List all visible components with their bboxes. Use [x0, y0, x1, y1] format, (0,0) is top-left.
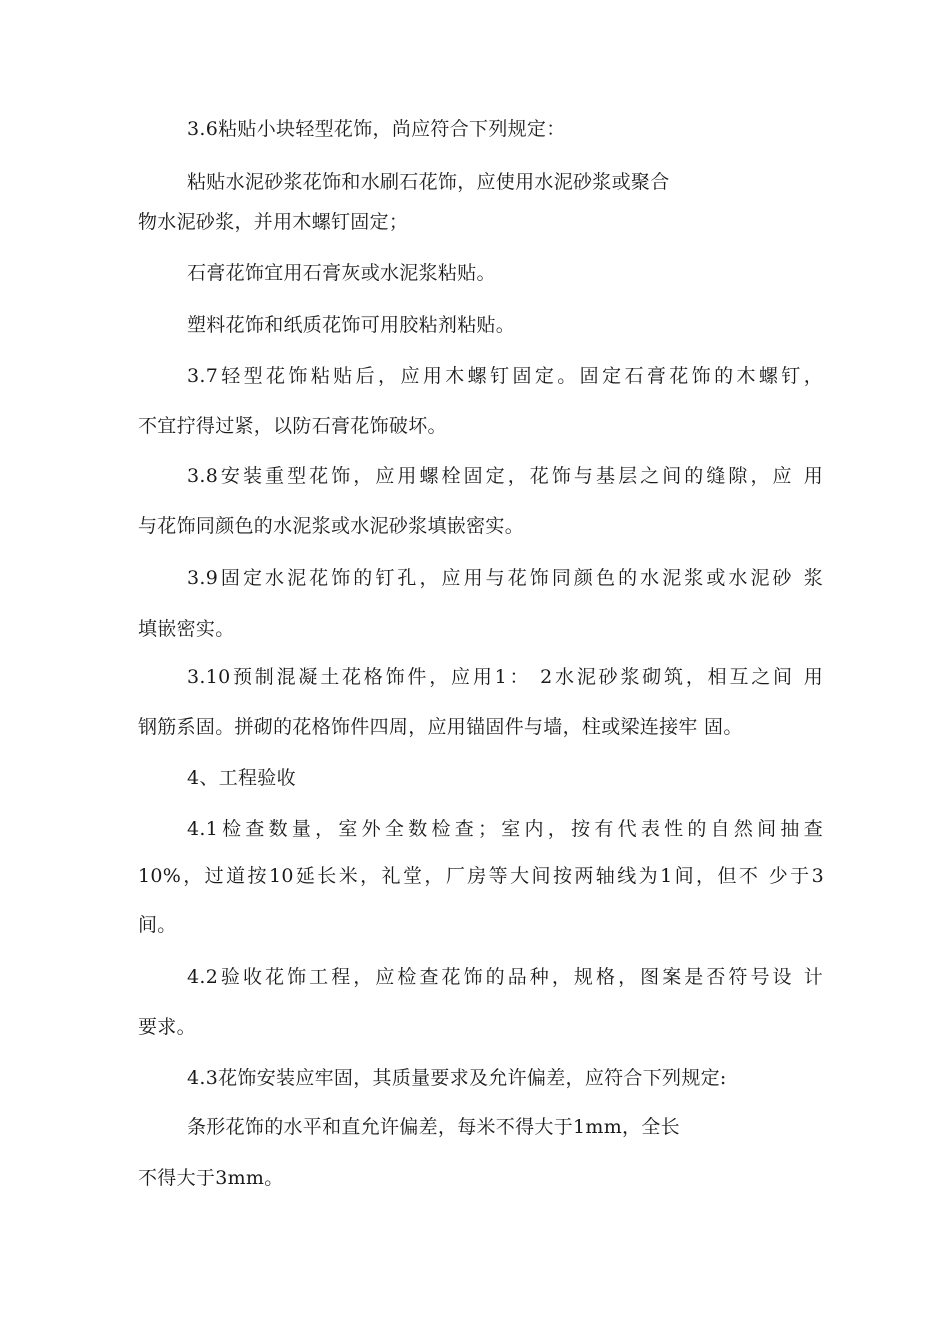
section-4-heading: 4、工程验收 — [187, 767, 296, 789]
paragraph-line: 填嵌密实。 — [138, 618, 235, 640]
paragraph-4-3-line: 4.3花饰安装应牢固，其质量要求及允许偏差，应符合下列规定: — [187, 1067, 727, 1089]
paragraph-3-8-line: 3.8安装重型花饰，应用螺栓固定，花饰与基层之间的缝隙，应 用 — [187, 465, 823, 487]
paragraph-line: 塑料花饰和纸质花饰可用胶粘剂粘贴。 — [187, 314, 516, 336]
paragraph-line: 10%，过道按10延长米，礼堂，厂房等大间按两轴线为1间，但不 少于3 — [138, 865, 824, 887]
paragraph-line: 要求。 — [138, 1016, 196, 1038]
paragraph-4-2-line: 4.2验收花饰工程，应检查花饰的品种，规格，图案是否符号设 计 — [187, 966, 823, 988]
paragraph-line: 物水泥砂浆，并用木螺钉固定； — [138, 211, 409, 233]
paragraph-4-1-line: 4.1检查数量，室外全数检查；室内，按有代表性的自然间抽查 — [187, 818, 823, 840]
paragraph-line: 钢筋系固。拼砌的花格饰件四周，应用锚固件与墙，柱或梁连接牢 固。 — [138, 716, 743, 738]
paragraph-3-9-line: 3.9固定水泥花饰的钉孔，应用与花饰同颜色的水泥浆或水泥砂 浆 — [187, 567, 823, 589]
paragraph-line: 不得大于3mm。 — [138, 1167, 284, 1189]
paragraph-line: 条形花饰的水平和直允许偏差，每米不得大于1mm，全长 — [187, 1116, 680, 1138]
paragraph-3-6-heading: 3.6粘贴小块轻型花饰，尚应符合下列规定： — [187, 118, 566, 140]
paragraph-3-10-line: 3.10预制混凝土花格饰件，应用1： 2水泥砂浆砌筑，相互之间 用 — [187, 666, 823, 688]
paragraph-line: 粘贴水泥砂浆花饰和水刷石花饰，应使用水泥砂浆或聚合 — [187, 171, 670, 193]
paragraph-line: 石膏花饰宜用石膏灰或水泥浆粘贴。 — [187, 262, 496, 284]
paragraph-line: 不宜拧得过紧，以防石膏花饰破坏。 — [138, 415, 447, 437]
paragraph-3-7-line: 3.7轻型花饰粘贴后，应用木螺钉固定。固定石膏花饰的木螺钉， — [187, 365, 823, 387]
paragraph-line: 与花饰同颜色的水泥浆或水泥砂浆填嵌密实。 — [138, 515, 525, 537]
paragraph-line: 间。 — [138, 914, 177, 936]
